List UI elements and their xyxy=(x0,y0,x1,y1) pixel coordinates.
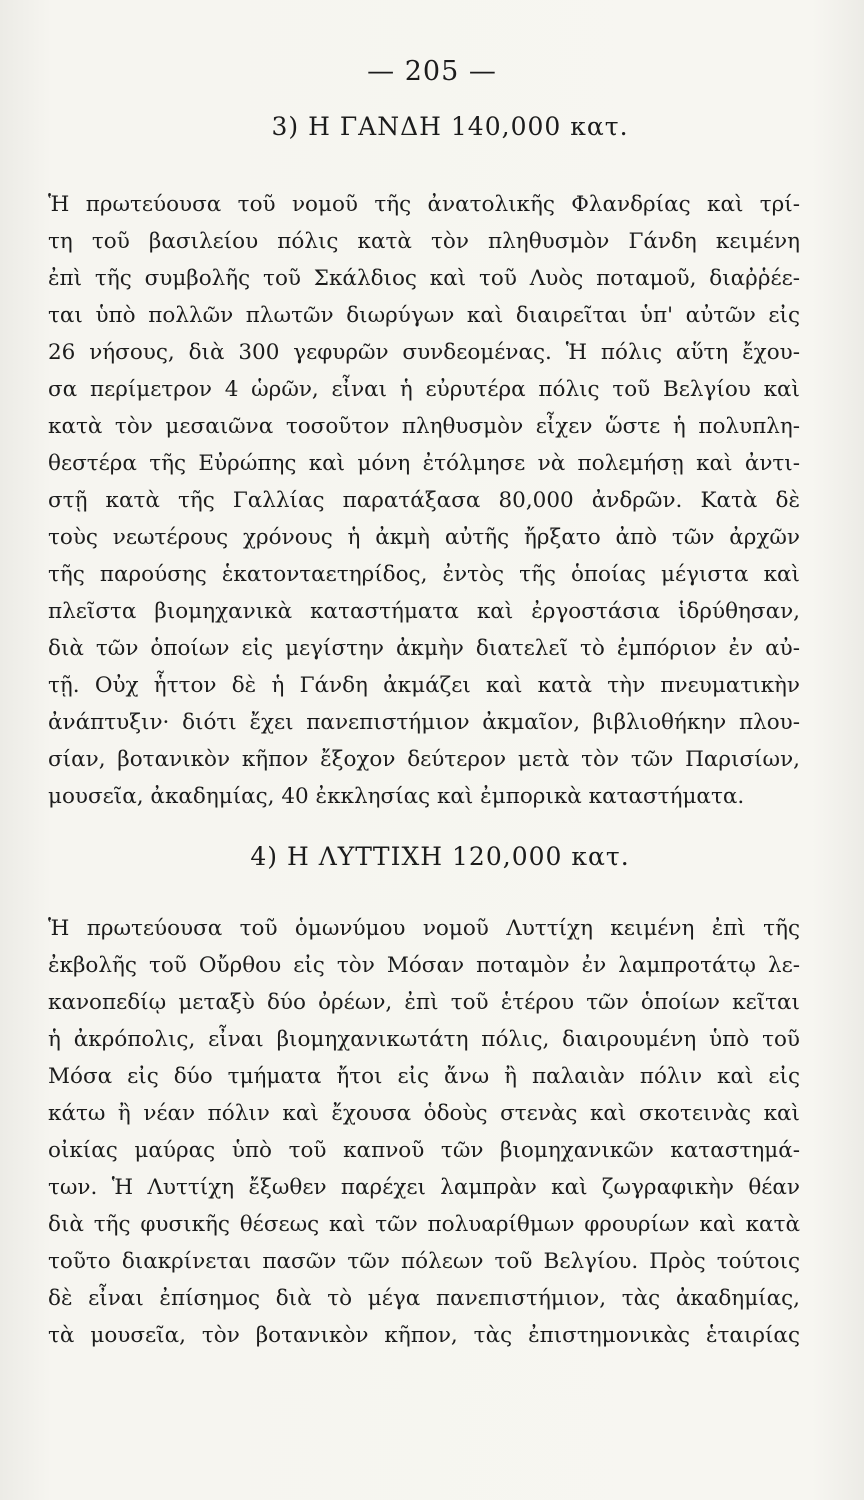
text-line: τοῦτο διακρίνεται πασῶν τῶν πόλεων τοῦ Βελγίου. Πρὸς τούτοις xyxy=(48,1249,800,1274)
text-line: κατὰ τὸν μεσαιῶνα τοσοῦτον πληθυσμὸν εἶχεν ὥστε ἡ πολυπλη- xyxy=(48,414,800,439)
text-line: οἰκίας μαύρας ὑπὸ τοῦ καπνοῦ τῶν βιομηχανικῶν καταστημά- xyxy=(48,1138,800,1163)
section-heading-liege: 4) Η ΛΥΤΤΙΧΗ 120,000 κατ. xyxy=(250,842,630,871)
section-heading-ghent: 3) Η ΓΑΝΔΗ 140,000 κατ. xyxy=(271,112,629,141)
text-line: θεστέρα τῆς Εὐρώπης καὶ μόνη ἐτόλμησε νὰ πολεμήσῃ καὶ ἀντι- xyxy=(48,451,800,476)
text-line: τη τοῦ βασιλείου πόλις κατὰ τὸν πληθυσμὸν Γάνδη κειμένη xyxy=(48,229,800,254)
text-line: Μόσα εἰς δύο τμήματα ἤτοι εἰς ἄνω ἢ παλαιὰν πόλιν καὶ εἰς xyxy=(48,1064,800,1089)
paragraph-liege xyxy=(48,910,800,1354)
text-line: διὰ τῆς φυσικῆς θέσεως καὶ τῶν πολυαρίθμων φρουρίων καὶ κατὰ xyxy=(48,1212,800,1237)
text-line: Ἡ πρωτεύουσα τοῦ νομοῦ τῆς ἀνατολικῆς Φλανδρίας καὶ τρί- xyxy=(48,192,800,217)
text-line: σα περίμετρον 4 ὡρῶν, εἶναι ἡ εὐρυτέρα πόλις τοῦ Βελγίου καὶ xyxy=(48,377,800,402)
text-line: των. Ἡ Λυττίχη ἔξωθεν παρέχει λαμπρὰν καὶ ζωγραφικὴν θέαν xyxy=(48,1175,800,1200)
text-line: δὲ εἶναι ἐπίσημος διὰ τὸ μέγα πανεπιστήμιον, τὰς ἀκαδημίας, xyxy=(48,1286,800,1311)
page-number: — 205 — xyxy=(367,56,497,87)
text-line: μουσεῖα, ἀκαδημίας, 40 ἐκκλησίας καὶ ἐμπορικὰ καταστήματα. xyxy=(48,784,745,809)
text-line: Ἡ πρωτεύουσα τοῦ ὁμωνύμου νομοῦ Λυττίχη κειμένη ἐπὶ τῆς xyxy=(48,916,800,941)
text-line: τῇ. Οὐχ ἧττον δὲ ἡ Γάνδη ἀκμάζει καὶ κατὰ τὴν πνευματικὴν xyxy=(48,673,800,698)
text-line: πλεῖστα βιομηχανικὰ καταστήματα καὶ ἐργοστάσια ἱδρύθησαν, xyxy=(48,599,800,624)
text-line: διὰ τῶν ὁποίων εἰς μεγίστην ἀκμὴν διατελεῖ τὸ ἐμπόριον ἐν αὐ- xyxy=(48,636,800,661)
text-line: κανοπεδίῳ μεταξὺ δύο ὀρέων, ἐπὶ τοῦ ἑτέρου τῶν ὁποίων κεῖται xyxy=(48,990,800,1015)
text-line: τὰ μουσεῖα, τὸν βοτανικὸν κῆπον, τὰς ἐπιστημονικὰς ἑταιρίας xyxy=(48,1323,800,1348)
text-line: ἐκβολῆς τοῦ Οὔρθου εἰς τὸν Μόσαν ποταμὸν ἐν λαμπροτάτῳ λε- xyxy=(48,953,800,978)
text-line: σίαν, βοτανικὸν κῆπον ἔξοχον δεύτερον μετὰ τὸν τῶν Παρισίων, xyxy=(48,747,800,772)
text-line: ἡ ἀκρόπολις, εἶναι βιομηχανικωτάτη πόλις, διαιρουμένη ὑπὸ τοῦ xyxy=(48,1027,800,1052)
text-line: ται ὑπὸ πολλῶν πλωτῶν διωρύγων καὶ διαιρεῖται ὑπ' αὐτῶν εἰς xyxy=(48,303,800,328)
text-line: ἐπὶ τῆς συμβολῆς τοῦ Σκάλδιος καὶ τοῦ Λυὸς ποταμοῦ, διαῤῥέε- xyxy=(48,266,800,291)
paragraph-ghent xyxy=(48,186,800,815)
text-line: τοὺς νεωτέρους χρόνους ἡ ἀκμὴ αὐτῆς ἤρξατο ἀπὸ τῶν ἀρχῶν xyxy=(48,525,800,550)
text-line: τῆς παρούσης ἑκατονταετηρίδος, ἐντὸς τῆς ὁποίας μέγιστα καὶ xyxy=(48,562,800,587)
text-line: στῇ κατὰ τῆς Γαλλίας παρατάξασα 80,000 ἀνδρῶν. Κατὰ δὲ xyxy=(48,488,800,513)
text-line: 26 νήσους, διὰ 300 γεφυρῶν συνδεομένας. Ἡ πόλις αὕτη ἔχου- xyxy=(48,340,800,365)
text-line: κάτω ἢ νέαν πόλιν καὶ ἔχουσα ὁδοὺς στενὰς καὶ σκοτεινὰς καὶ xyxy=(48,1101,800,1126)
text-line: ἀνάπτυξιν· διότι ἔχει πανεπιστήμιον ἀκμαῖον, βιβλιοθήκην πλου- xyxy=(48,710,800,735)
